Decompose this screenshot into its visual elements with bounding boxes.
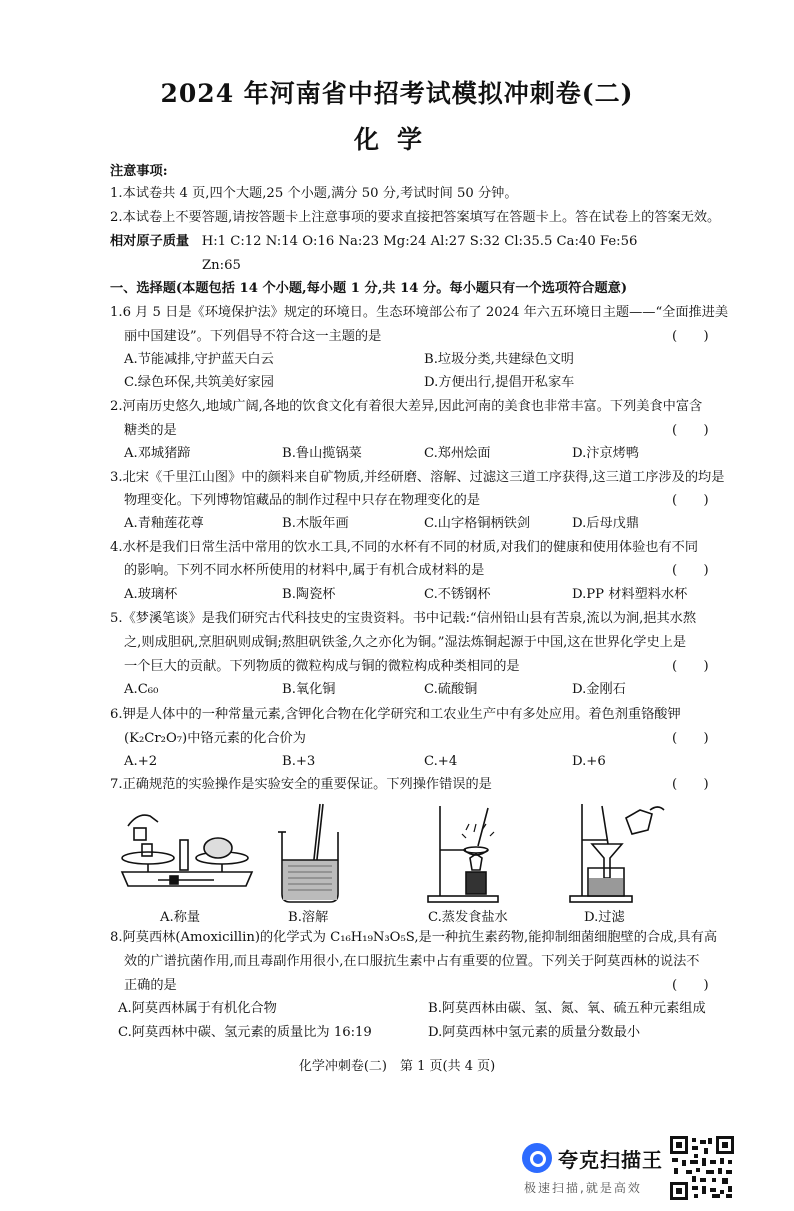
q6-answer-paren: ( )	[672, 731, 709, 746]
notice-item-1: 1.本试卷共 4 页,四个大题,25 个小题,满分 50 分,考试时间 50 分钟。	[110, 186, 518, 201]
subject-title: 化学	[353, 125, 440, 154]
q6-line2: (K₂Cr₂O₇)中铬元素的化合价为	[124, 731, 306, 746]
q7-option-d: D.过滤	[584, 910, 625, 925]
q8-line1: 8.阿莫西林(Amoxicillin)的化学式为 C₁₆H₁₉N₃O₅S,是一种抗生素药物,能抑制细菌细胞壁的合成,具有高	[110, 930, 718, 945]
page-footer: 化学冲刺卷(二) 第 1 页(共 4 页)	[298, 1059, 496, 1074]
q8-option-d: D.阿莫西林中氢元素的质量分数最小	[428, 1025, 641, 1040]
q3-option-c: C.山字格铜柄铁剑	[424, 516, 531, 531]
q4-answer-paren: ( )	[672, 563, 709, 578]
q1-option-c: C.绿色环保,共筑美好家园	[124, 375, 274, 390]
q2-option-c: C.郑州烩面	[424, 446, 491, 461]
atomic-mass-values-cont: Zn:65	[202, 258, 241, 273]
q6-option-c: C.+4	[424, 754, 458, 769]
q3-option-b: B.木版年画	[282, 516, 349, 531]
q3-answer-paren: ( )	[672, 493, 709, 508]
q3-line1: 3.北宋《千里江山图》中的颜料来自矿物质,并经研磨、溶解、过滤这三道工序获得,这三道工序涉及的均是	[110, 470, 725, 485]
q8-option-c: C.阿莫西林中碳、氢元素的质量比为 16:19	[118, 1025, 372, 1040]
q4-option-c: C.不锈钢杯	[424, 587, 491, 602]
q7-option-a: A.称量	[160, 910, 201, 925]
q4-line1: 4.水杯是我们日常生活中常用的饮水工具,不同的水杯有不同的材质,对我们的健康和使用体验也有不同	[110, 540, 699, 555]
q2-option-d: D.汴京烤鸭	[572, 446, 640, 461]
notice-heading: 注意事项:	[110, 164, 168, 179]
notice-item-2: 2.本试卷上不要答题,请按答题卡上注意事项的要求直接把答案填写在答题卡上。答在试卷上的答案无效。	[110, 210, 721, 225]
q7-line1: 7.正确规范的实验操作是实验安全的重要保证。下列操作错误的是	[110, 777, 492, 792]
q5-option-c: C.硫酸铜	[424, 682, 478, 697]
q5-line1: 5.《梦溪笔谈》是我们研究古代科技史的宝贵资料。书中记载:“信州铅山县有苦泉,流以为涧,挹其水熬	[110, 611, 697, 626]
q3-option-a: A.青釉莲花尊	[124, 516, 204, 531]
brand-slogan: 极速扫描,就是高效	[524, 1181, 642, 1195]
q6-option-d: D.+6	[572, 754, 606, 769]
q8-answer-paren: ( )	[672, 978, 709, 993]
section-heading: 一、选择题(本题包括 14 个小题,每小题 1 分,共 14 分。每小题只有一个选项符合题意)	[110, 281, 628, 296]
q2-answer-paren: ( )	[672, 423, 709, 438]
q1-option-b: B.垃圾分类,共建绿色文明	[424, 352, 574, 367]
atomic-mass-values: H:1 C:12 N:14 O:16 Na:23 Mg:24 Al:27 S:32 Cl:35.5 Ca:40 Fe:56	[201, 234, 638, 249]
page-title: 2024 年河南省中招考试模拟冲刺卷(二)	[160, 79, 634, 108]
q6-line1: 6.钾是人体中的一种常量元素,含钾化合物在化学研究和工农业生产中有多处应用。着色剂重铬酸钾	[110, 707, 681, 722]
q4-option-d: D.PP 材料塑料水杯	[572, 587, 688, 602]
q2-line1: 2.河南历史悠久,地域广阔,各地的饮食文化有着很大差异,因此河南的美食也非常丰富。下列美食中富含	[110, 399, 703, 414]
q6-option-a: A.+2	[124, 754, 158, 769]
q4-line2: 的影响。下列不同水杯所使用的材料中,属于有机合成材料的是	[124, 563, 485, 578]
q1-answer-paren: ( )	[672, 329, 709, 344]
q1-line2: 丽中国建设”。下列倡导不符合这一主题的是	[124, 329, 382, 344]
q7-option-c: C.蒸发食盐水	[428, 910, 508, 925]
q8-line3: 正确的是	[124, 978, 177, 993]
q8-option-b: B.阿莫西林由碳、氢、氮、氧、硫五种元素组成	[428, 1001, 706, 1016]
q5-option-d: D.金刚石	[572, 682, 626, 697]
q2-option-b: B.鲁山揽锅菜	[282, 446, 362, 461]
q1-option-d: D.方便出行,提倡开私家车	[424, 375, 575, 390]
q4-option-a: A.玻璃杯	[124, 587, 178, 602]
q7-option-b: B.溶解	[288, 910, 329, 925]
q8-line2: 效的广谱抗菌作用,而且毒副作用很小,在口服抗生素中占有重要的位置。下列关于阿莫西林的说法不	[124, 954, 700, 969]
qr-code-icon	[670, 1136, 734, 1200]
q1-option-a: A.节能减排,守护蓝天白云	[124, 352, 274, 367]
q6-option-b: B.+3	[282, 754, 316, 769]
filtration-figure	[568, 798, 668, 906]
evaporation-figure	[426, 800, 526, 906]
beaker-dissolve-figure	[276, 802, 346, 906]
q2-line2: 糖类的是	[124, 423, 177, 438]
q5-option-a: A.C₆₀	[124, 682, 159, 697]
q5-line2: 之,则成胆矾,烹胆矾则成铜;熬胆矾铁釜,久之亦化为铜。”湿法炼铜起源于中国,这在世界化学史上是	[124, 635, 687, 650]
q7-answer-paren: ( )	[672, 777, 709, 792]
balance-scale-figure	[118, 806, 258, 906]
q2-option-a: A.邓城猪蹄	[124, 446, 191, 461]
quark-scan-logo-icon	[522, 1143, 552, 1173]
q5-answer-paren: ( )	[672, 659, 709, 674]
brand-name: 夸克扫描王	[558, 1148, 663, 1172]
q3-option-d: D.后母戊鼎	[572, 516, 640, 531]
q3-line2: 物理变化。下列博物馆藏品的制作过程中只存在物理变化的是	[124, 493, 481, 508]
q5-line3: 一个巨大的贡献。下列物质的微粒构成与铜的微粒构成种类相同的是	[124, 659, 520, 674]
q5-option-b: B.氧化铜	[282, 682, 336, 697]
atomic-mass-label: 相对原子质量	[110, 234, 190, 249]
atomic-mass-row	[110, 232, 637, 252]
q4-option-b: B.陶瓷杯	[282, 587, 336, 602]
q8-option-a: A.阿莫西林属于有机化合物	[118, 1001, 277, 1016]
q1-line1: 1.6 月 5 日是《环境保护法》规定的环境日。生态环境部公布了 2024 年六五环境日主题——“全面推进美	[110, 305, 729, 320]
